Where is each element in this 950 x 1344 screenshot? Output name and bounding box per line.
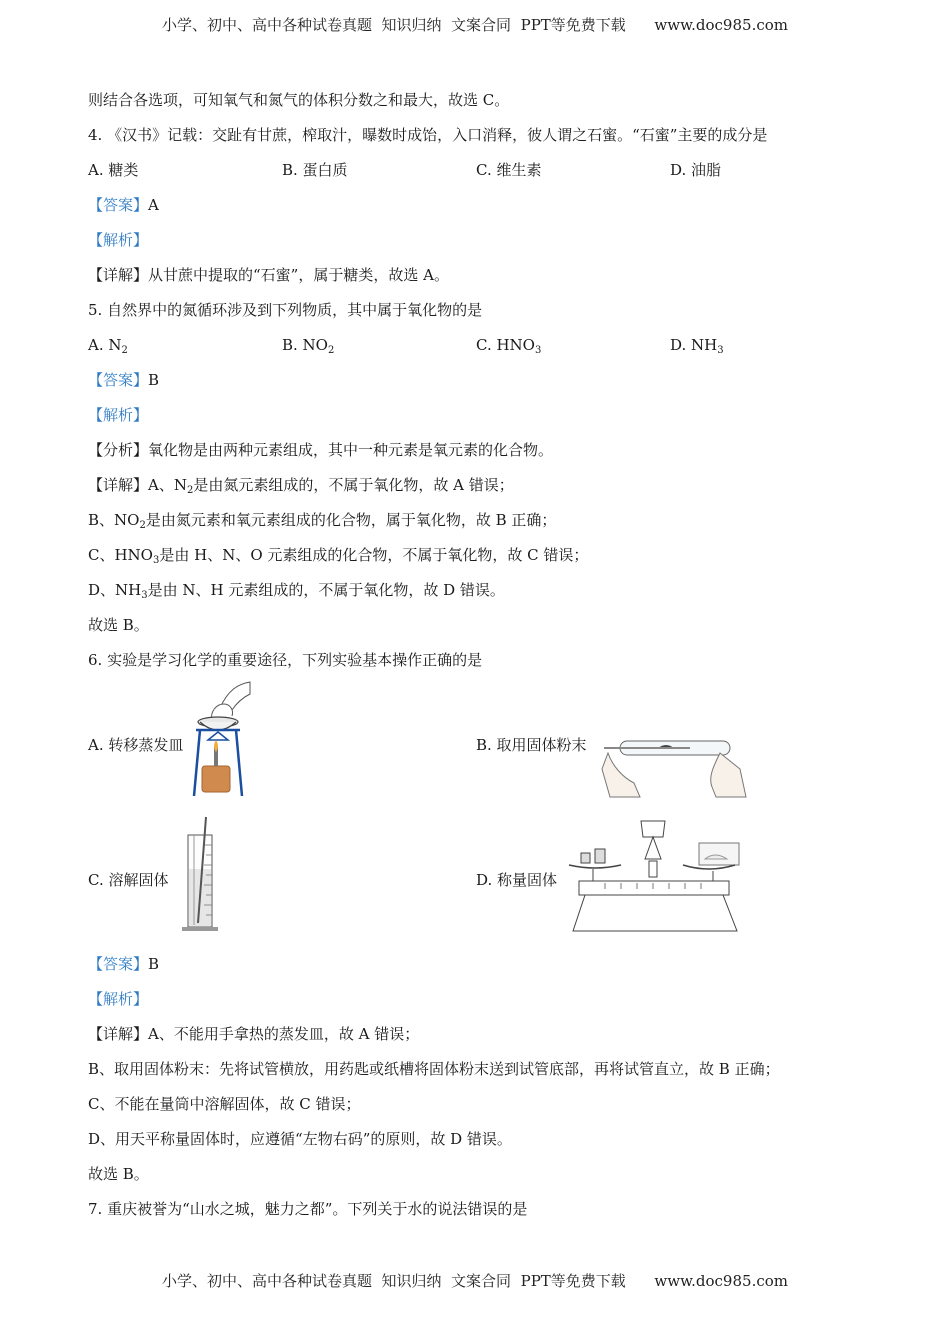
- graduated-cylinder-figure: [180, 815, 222, 933]
- analysis-tag: 【解析】: [88, 231, 149, 249]
- text-span: C. HNO: [476, 336, 535, 354]
- question-6: 6. 实验是学习化学的重要途径，下列实验基本操作正确的是: [88, 651, 483, 669]
- q4-analysis: [88, 230, 148, 250]
- q5-option-c: [476, 335, 541, 355]
- q4-option-c: C. 维生素: [476, 161, 542, 179]
- text-span: 2: [186, 485, 194, 496]
- question-7: 7. 重庆被誉为“山水之城，魅力之都”。下列关于水的说法错误的是: [88, 1200, 528, 1218]
- text-span: 3: [141, 590, 148, 601]
- text-span: 2: [327, 345, 335, 356]
- text-span: B: [148, 955, 160, 973]
- question-5: 5. 自然界中的氮循环涉及到下列物质，其中属于氧化物的是: [88, 301, 483, 319]
- text-span: B. NO: [282, 336, 328, 354]
- q4-option-b: B. 蛋白质: [282, 161, 348, 179]
- text-span: 【详解】: [88, 1025, 149, 1043]
- text-span: B、NO: [88, 511, 140, 529]
- answer-value: A: [148, 196, 159, 214]
- text-span: D. NH: [670, 336, 718, 354]
- q4-option-a: A. 糖类: [88, 161, 139, 179]
- q6-answer: [88, 954, 159, 974]
- text-span: 3: [152, 555, 160, 566]
- text-span: 2: [139, 520, 146, 531]
- answer-tag: 【答案】: [88, 196, 149, 214]
- q6-conclusion: 故选 B。: [88, 1165, 149, 1183]
- text-span: 3: [534, 345, 542, 356]
- q5-fenxi: [88, 440, 553, 460]
- text-span: 【答案】: [88, 371, 149, 389]
- q5-option-d: [670, 335, 724, 355]
- page-footer: 小学、初中、高中各种试卷真题 知识归纳 文案合同 PPT等免费下载 www.doc985.com: [161, 1272, 788, 1290]
- detail-tag: 【详解】: [88, 266, 149, 284]
- text-span: 【解析】: [88, 406, 149, 424]
- q6-detail-c: C、不能在量筒中溶解固体，故 C 错误；: [88, 1095, 361, 1113]
- text-span: 氧化物是由两种元素组成，其中一种元素是氧元素的化合物。: [148, 441, 554, 459]
- q5-option-a: [88, 335, 128, 355]
- text-span: 是由 N、H 元素组成的，不属于氧化物，故 D 错误。: [147, 581, 505, 599]
- text-span: B: [148, 371, 160, 389]
- q6-option-d: D. 称量固体: [476, 871, 558, 889]
- q6-detail-d: D、用天平称量固体时，应遵循“左物右码”的原则，故 D 错误。: [88, 1130, 512, 1148]
- q4-answer: [88, 195, 159, 215]
- q4-option-d: D. 油脂: [670, 161, 722, 179]
- text-span: 【详解】: [88, 476, 149, 494]
- q4-detail: [88, 265, 449, 285]
- text-span: 【分析】: [88, 441, 149, 459]
- text-span: A、N: [148, 476, 187, 494]
- detail-text: 从甘蔗中提取的“石蜜”，属于糖类，故选 A。: [148, 266, 449, 284]
- q5-answer: [88, 370, 159, 390]
- text-span: A. N: [88, 336, 122, 354]
- q5-analysis: [88, 405, 148, 425]
- text-line: 则结合各选项，可知氧气和氮气的体积分数之和最大，故选 C。: [88, 91, 510, 109]
- q6-analysis: [88, 989, 148, 1009]
- q5-detail-c: [88, 545, 588, 565]
- test-tube-powder-figure: [600, 735, 750, 800]
- text-span: C、HNO: [88, 546, 153, 564]
- text-span: 【答案】: [88, 955, 149, 973]
- text-span: 3: [717, 345, 724, 356]
- evaporating-dish-figure: [190, 680, 252, 800]
- text-span: 2: [121, 345, 128, 356]
- page-header: 小学、初中、高中各种试卷真题 知识归纳 文案合同 PPT等免费下载 www.doc985.com: [161, 16, 788, 34]
- q5-detail-a: [88, 475, 514, 495]
- text-span: 是由氮元素和氧元素组成的化合物，属于氧化物，故 B 正确；: [145, 511, 557, 529]
- text-span: 是由 H、N、O 元素组成的化合物，不属于氧化物，故 C 错误；: [159, 546, 589, 564]
- q5-option-b: [282, 335, 334, 355]
- q6-option-a: A. 转移蒸发皿: [88, 736, 184, 754]
- q6-detail-a: [88, 1024, 419, 1044]
- balance-scale-figure: [565, 815, 745, 935]
- q5-detail-d: [88, 580, 505, 600]
- q6-option-b: B. 取用固体粉末: [476, 736, 587, 754]
- q5-conclusion: 故选 B。: [88, 616, 149, 634]
- text-span: A、不能用手拿热的蒸发皿，故 A 错误；: [148, 1025, 420, 1043]
- q6-option-c: C. 溶解固体: [88, 871, 169, 889]
- question-4: 4. 《汉书》记载：交趾有甘蔗，榨取汁，曝数时成饴，入口消释，彼人谓之石蜜。“石蜜”主要的成分是: [88, 126, 768, 144]
- q6-detail-b: B、取用固体粉末：先将试管横放，用药匙或纸槽将固体粉末送到试管底部，再将试管直立，故 B 正确；: [88, 1060, 780, 1078]
- text-span: 【解析】: [88, 990, 149, 1008]
- text-span: 是由氮元素组成的，不属于氧化物，故 A 错误；: [193, 476, 514, 494]
- q5-detail-b: [88, 510, 556, 530]
- text-span: D、NH: [88, 581, 142, 599]
